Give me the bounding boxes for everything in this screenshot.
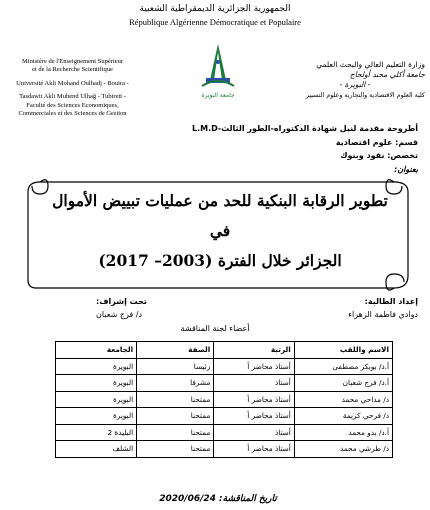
member-rank: أستاذ محاضر أ xyxy=(214,408,295,425)
member-university: البويرة xyxy=(56,391,137,408)
jury-row xyxy=(56,358,393,375)
header-name: الاسم واللقب xyxy=(294,342,392,359)
ministry-block-ar xyxy=(285,60,425,101)
jury-row xyxy=(56,408,393,425)
ministry-line: et de la Recherche Scientifique xyxy=(32,66,113,74)
member-university: البليدة 2 xyxy=(56,424,137,441)
thesis-title-line: تطوير الرقابة البنكية للحد من عمليات تبييض الأموال في xyxy=(52,191,388,241)
specialty: تخصص: نقود وبنوك xyxy=(340,151,418,160)
republic-arabic: الجمهورية الجزائرية الديمقراطية الشعبية xyxy=(139,4,291,14)
jury-table xyxy=(55,341,393,458)
jury-header-row xyxy=(56,342,393,359)
jury-row xyxy=(56,424,393,441)
republic-french: République Algérienne Démocratique et Populaire xyxy=(129,17,301,27)
student-name: دوادي فاطمة الزهراء xyxy=(348,310,418,319)
member-rank: أستاذ محاضر أ xyxy=(214,441,295,458)
thesis-description: أطروحة مقدمة لنيل شهادة الدكتوراه-الطور الثالث-L.M.D xyxy=(191,124,418,133)
member-role: ممتحنا xyxy=(137,424,214,441)
header-role: الصفة xyxy=(137,342,214,359)
member-role: مشرفا xyxy=(137,375,214,392)
member-university: البويرة xyxy=(56,408,137,425)
member-role: ممتحنا xyxy=(137,391,214,408)
faculty-line: Faculté des Sciences Economiques, xyxy=(26,101,119,109)
member-university: البويرة xyxy=(56,375,137,392)
member-rank: أستاذ xyxy=(214,375,295,392)
header-rank: الرتبة xyxy=(214,342,295,359)
faculty-line: Commerciales et des Sciences de Gestion xyxy=(18,110,127,118)
logo-caption: جامعة البويرة xyxy=(201,92,235,99)
ministry-line: Ministère de l'Enseignement Supérieur xyxy=(22,58,123,65)
defense-date: تاريخ المناقشة: 2020/06/24 xyxy=(159,494,277,504)
member-rank: أستاذ xyxy=(214,424,295,441)
member-name: أ.د/ فرج شعبان xyxy=(294,375,392,392)
student-label: إعداد الطالبة: xyxy=(364,297,418,306)
member-name: د/ فرحي كريمة xyxy=(294,408,392,425)
thesis-title-line: الجزائر خلال الفترة (2003– 2017) xyxy=(98,251,342,271)
title-label: بعنوان: xyxy=(394,165,418,174)
jury-row xyxy=(56,391,393,408)
supervisor-name: د/ فرج شعبان xyxy=(96,310,143,319)
member-name: أ.د/ بدو محمد xyxy=(294,424,392,441)
university-line-kabyle: Tasdawit Akli Muhend Ulhağ - Tubirett - xyxy=(19,93,126,101)
ministry-line-ar: وزارة التعليم العالي والبحث العلمي xyxy=(316,60,425,69)
university-line: Université Akli Mohand Oulhadj - Bouira - xyxy=(16,79,129,87)
member-rank: أستاذ محاضر أ xyxy=(214,391,295,408)
member-role: رئيسا xyxy=(137,358,214,375)
thesis-title xyxy=(50,186,390,277)
member-name: د/ طرشي محمد xyxy=(294,441,392,458)
member-role: ممتحنا xyxy=(137,441,214,458)
university-logo xyxy=(192,40,244,102)
header-university: الجامعة xyxy=(56,342,137,359)
department: قسم: علوم اقتصادية xyxy=(335,138,418,147)
city-line-ar: - البويرة - xyxy=(339,80,371,90)
ministry-block-fr xyxy=(10,58,135,119)
jury-caption: أعضاء لجنة المناقشة xyxy=(180,324,250,333)
jury-row xyxy=(56,375,393,392)
member-university: البويرة xyxy=(56,358,137,375)
member-role: ممتحنا xyxy=(137,408,214,425)
member-university: الشلف xyxy=(56,441,137,458)
supervisor-label: تحت إشراف: xyxy=(96,297,147,306)
member-name: د/ مداحي محمد xyxy=(294,391,392,408)
faculty-line-ar: كلية العلوم الاقتصادية والتجارية وعلوم التسيير xyxy=(305,92,425,100)
member-name: أ.د/ بوبكر مصطفى xyxy=(294,358,392,375)
university-line-ar: جامعة أكلي محند أولحاج xyxy=(349,70,425,80)
member-rank: أستاذ محاضر أ xyxy=(214,358,295,375)
jury-row xyxy=(56,441,393,458)
